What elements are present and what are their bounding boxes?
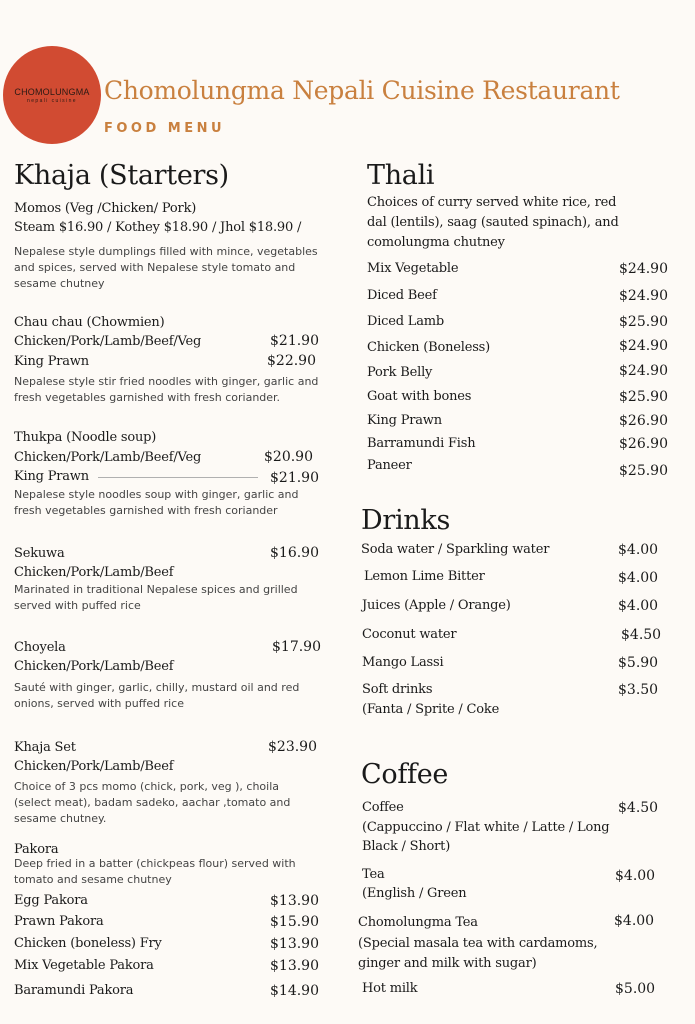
thali-item-name: Diced Beef (367, 288, 437, 303)
pakora-item-name: Chicken (boneless) Fry (14, 936, 162, 951)
pakora-item-name: Egg Pakora (14, 893, 88, 908)
pakora-description: Deep fried in a batter (chickpeas flour) served with tomato and sesame chutney (14, 857, 296, 886)
pakora-item-name: Mix Vegetable Pakora (14, 958, 154, 973)
drink-item-name: Juices (Apple / Orange) (362, 598, 511, 613)
chau-price-prawn: $22.90 (267, 353, 316, 369)
thali-item-price: $24.90 (619, 338, 668, 354)
coffee-options: (Cappuccino / Flat white / Latte / Long (362, 820, 610, 835)
restaurant-logo (3, 46, 101, 144)
chau-option-prawn: King Prawn (14, 354, 89, 369)
thali-item-name: Barramundi Fish (367, 436, 476, 451)
thali-item-price: $25.90 (619, 314, 668, 330)
drink-item-price: $4.00 (618, 598, 659, 614)
thali-item-name: Goat with bones (367, 389, 472, 404)
choyela-options: Chicken/Pork/Lamb/Beef (14, 659, 174, 674)
thali-item-name: Chicken (Boneless) (367, 340, 491, 355)
thali-item-price: $25.90 (619, 463, 668, 479)
tea-price: $4.00 (615, 868, 656, 884)
choyela-description: Sauté with ginger, garlic, chilly, mustard oil and red onions, served with puffed rice (14, 681, 300, 710)
drink-item-name: Coconut water (362, 627, 457, 642)
choyela-name: Choyela (14, 640, 66, 655)
hot-milk-name: Hot milk (362, 981, 418, 996)
logo-text: CHOMOLUNGMA (14, 87, 90, 97)
thali-item-price: $25.90 (619, 389, 668, 405)
drink-item-price: $5.90 (618, 655, 659, 671)
pakora-item-price: $13.90 (270, 893, 319, 909)
sekuwa-options: Chicken/Pork/Lamb/Beef (14, 565, 174, 580)
pakora-item-name: Prawn Pakora (14, 914, 104, 929)
section-title-khaja: Khaja (Starters) (14, 160, 229, 191)
chomolungma-tea-desc-cont: ginger and milk with sugar) (358, 956, 537, 971)
pakora-item-name: Baramundi Pakora (14, 983, 134, 998)
thukpa-description: Nepalese style noodles soup with ginger, garlic and fresh vegetables garnished with fresh coriander (14, 488, 299, 517)
chomolungma-tea-price: $4.00 (614, 913, 655, 929)
choyela-price: $17.90 (272, 639, 321, 655)
chomolungma-tea-desc: (Special masala tea with cardamoms, (358, 936, 598, 951)
soft-drinks-options: (Fanta / Sprite / Coke (362, 702, 500, 717)
khajaset-name: Khaja Set (14, 740, 76, 755)
thali-item-price: $24.90 (619, 288, 668, 304)
pakora-item-price: $15.90 (270, 914, 319, 930)
pakora-item-price: $13.90 (270, 958, 319, 974)
coffee-name: Coffee (362, 800, 404, 815)
thukpa-price: $20.90 (264, 449, 313, 465)
chau-description: Nepalese style stir fried noodles with ginger, garlic and fresh vegetables garnished with fresh coriander. (14, 375, 319, 404)
pakora-name: Pakora (14, 842, 59, 857)
thali-description: Choices of curry served white rice, red dal (lentils), saag (sauted spinach), and comolungma chutney (367, 195, 619, 250)
thukpa-option-prawn: King Prawn (14, 469, 89, 484)
thali-item-price: $26.90 (619, 413, 668, 429)
thali-item-name: Paneer (367, 458, 412, 473)
drink-item-price: $4.50 (621, 627, 662, 643)
thali-item-price: $24.90 (619, 261, 668, 277)
chau-name: Chau chau (Chowmien) (14, 315, 165, 330)
thali-item-name: Mix Vegetable (367, 261, 459, 276)
khajaset-description: Choice of 3 pcs momo (chick, pork, veg ), choila (select meat), badam sadeko, aachar ,tomato and sesame chutney. (14, 780, 291, 825)
hot-milk-price: $5.00 (615, 981, 656, 997)
tea-options: (English / Green (362, 886, 467, 901)
khajaset-price: $23.90 (268, 739, 317, 755)
dotted-leader (98, 477, 258, 478)
thukpa-option: Chicken/Pork/Lamb/Beef/Veg (14, 450, 202, 465)
drink-item-price: $4.00 (618, 570, 659, 586)
drink-item-name: Soft drinks (362, 682, 433, 697)
momos-prices: Steam $16.90 / Kothey $18.90 / Jhol $18.90 / (14, 220, 302, 235)
pakora-item-price: $14.90 (270, 983, 319, 999)
chau-option: Chicken/Pork/Lamb/Beef/Veg (14, 334, 202, 349)
momos-name: Momos (Veg /Chicken/ Pork) (14, 201, 197, 216)
section-title-thali: Thali (367, 160, 435, 191)
section-title-drinks: Drinks (361, 505, 450, 536)
chau-price: $21.90 (270, 333, 319, 349)
khajaset-options: Chicken/Pork/Lamb/Beef (14, 759, 174, 774)
coffee-options-cont: Black / Short) (362, 839, 451, 854)
pakora-item-price: $13.90 (270, 936, 319, 952)
chomolungma-tea-name: Chomolungma Tea (358, 915, 478, 930)
coffee-price: $4.50 (618, 800, 659, 816)
thali-item-name: Diced Lamb (367, 314, 445, 329)
thukpa-name: Thukpa (Noodle soup) (14, 430, 157, 445)
drink-item-price: $4.00 (618, 542, 659, 558)
sekuwa-price: $16.90 (270, 545, 319, 561)
menu-label: FOOD MENU (104, 121, 226, 136)
sekuwa-description: Marinated in traditional Nepalese spices and grilled served with puffed rice (14, 583, 298, 612)
momos-description: Nepalese style dumplings filled with mince, vegetables and spices, served with Nepalese style tomato and sesame chutney (14, 245, 318, 290)
thali-item-price: $24.90 (619, 363, 668, 379)
thali-item-name: Pork Belly (367, 365, 433, 380)
thukpa-price-prawn: $21.90 (270, 470, 319, 486)
drink-item-price: $3.50 (618, 682, 659, 698)
tea-name: Tea (362, 867, 385, 882)
logo-subtext: nepali cuisine (27, 98, 77, 104)
sekuwa-name: Sekuwa (14, 546, 65, 561)
section-title-coffee: Coffee (361, 759, 449, 790)
drink-item-name: Mango Lassi (362, 655, 444, 670)
restaurant-name: Chomolungma Nepali Cuisine Restaurant (104, 76, 620, 105)
thali-item-price: $26.90 (619, 436, 668, 452)
drink-item-name: Lemon Lime Bitter (364, 569, 485, 584)
drink-item-name: Soda water / Sparkling water (361, 542, 550, 557)
thali-item-name: King Prawn (367, 413, 442, 428)
